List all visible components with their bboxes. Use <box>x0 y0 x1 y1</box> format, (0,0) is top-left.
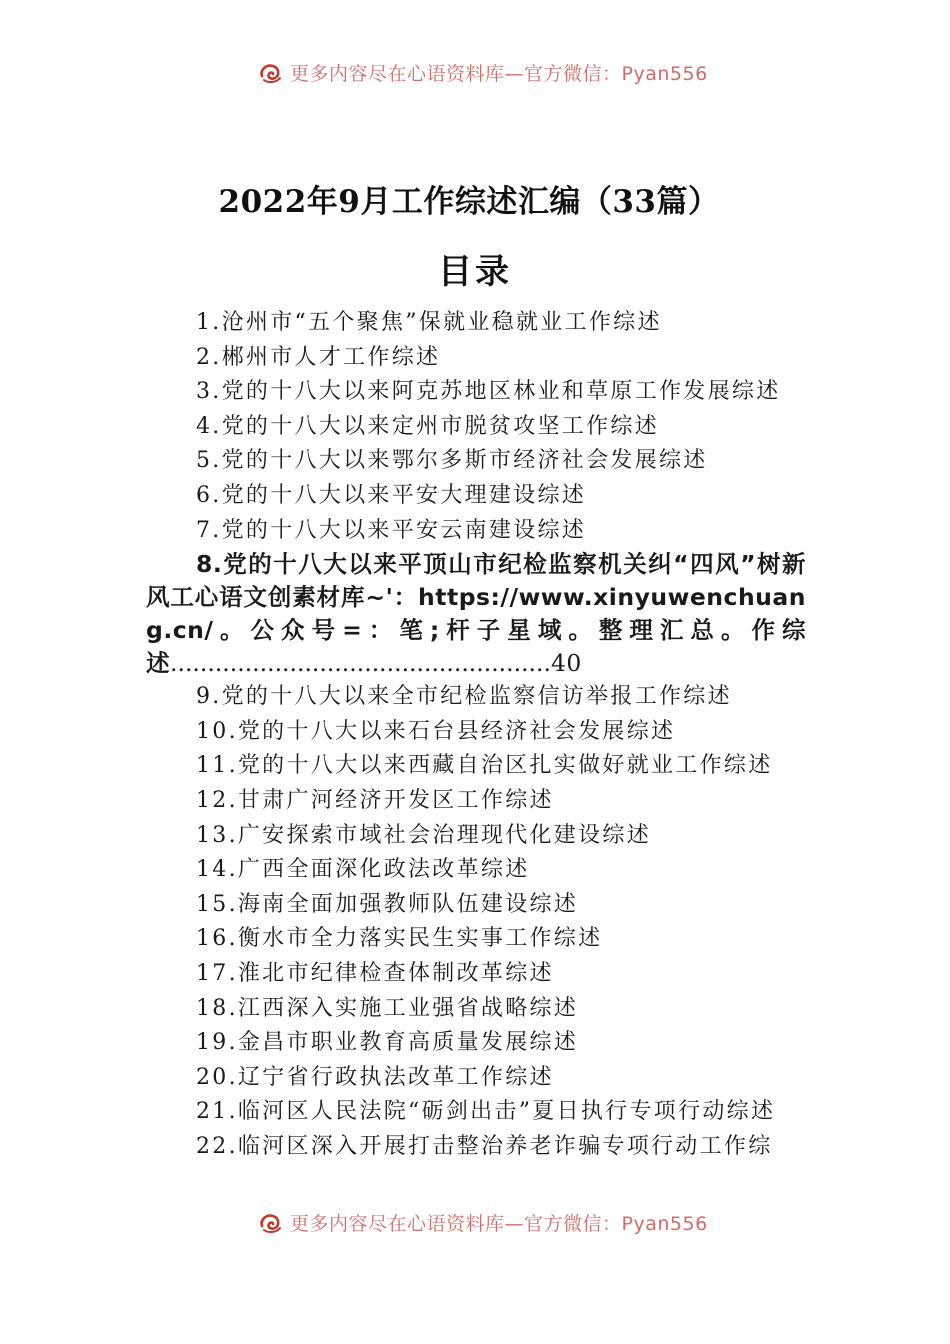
watermark-footer <box>0 1205 950 1235</box>
toc-item[interactable]: 15.海南全面加强教师队伍建设综述 <box>196 891 579 917</box>
toc-item[interactable]: 4.党的十八大以来定州市脱贫攻坚工作综述 <box>196 413 659 439</box>
toc-page-number: 40 <box>550 649 582 678</box>
toc-leader-dots: ................................................... <box>170 649 551 678</box>
toc-item-with-page[interactable] <box>146 548 806 680</box>
toc-item[interactable]: 11.党的十八大以来西藏自治区扎实做好就业工作综述 <box>196 753 773 779</box>
watermark-header <box>0 55 950 85</box>
toc-item[interactable]: 16.衡水市全力落实民生实事工作综述 <box>196 926 603 952</box>
toc-item[interactable]: 22.临河区深入开展打击整治养老诈骗专项行动工作综 <box>196 1133 773 1159</box>
toc-item[interactable]: 19.金昌市职业教育高质量发展综述 <box>196 1030 579 1056</box>
toc-item[interactable]: 1.沧州市“五个聚焦”保就业稳就业工作综述 <box>196 310 662 335</box>
toc-item[interactable]: 17.淮北市纪律检查体制改革综述 <box>196 960 554 986</box>
toc-item[interactable]: 14.广西全面深化政法改革综述 <box>196 857 530 883</box>
toc-item[interactable]: 9.党的十八大以来全市纪检监察信访举报工作综述 <box>196 684 732 710</box>
spiral-logo-icon <box>258 62 284 84</box>
spiral-logo-icon <box>258 1212 284 1234</box>
table-of-contents <box>146 306 806 1164</box>
toc-item[interactable]: 18.江西深入实施工业强省战略综述 <box>196 995 579 1021</box>
watermark-text: 更多内容尽在心语资料库—官方微信：Pyan556 <box>290 63 708 85</box>
toc-item[interactable]: 10.党的十八大以来石台县经济社会发展综述 <box>196 718 676 744</box>
toc-item[interactable]: 13.广安探索市域社会治理现代化建设综述 <box>196 822 651 848</box>
toc-item[interactable]: 12.甘肃广河经济开发区工作综述 <box>196 787 554 813</box>
toc-item-text: 8.党的十八大以来平顶山市纪检监察机关纠“四风”树新风工心语文创素材库~'：https://www.xinyuwenchuang.cn/。公众号=：笔;杆子星域。整理汇总。作综述 <box>146 550 806 678</box>
toc-item[interactable]: 21.临河区人民法院“砺剑出击”夏日执行专项行动综述 <box>196 1099 776 1125</box>
toc-item[interactable]: 7.党的十八大以来平安云南建设综述 <box>196 517 587 543</box>
watermark-text: 更多内容尽在心语资料库—官方微信：Pyan556 <box>290 1213 708 1235</box>
toc-item[interactable]: 3.党的十八大以来阿克苏地区林业和草原工作发展综述 <box>196 379 781 405</box>
document-title: 2022年9月工作综述汇编（33篇） <box>218 184 720 220</box>
toc-item[interactable]: 6.党的十八大以来平安大理建设综述 <box>196 482 587 508</box>
toc-heading: 目录 <box>438 252 512 292</box>
toc-item[interactable]: 20.辽宁省行政执法改革工作综述 <box>196 1064 554 1090</box>
toc-item[interactable]: 2.郴州市人才工作综述 <box>196 344 441 370</box>
toc-item[interactable]: 5.党的十八大以来鄂尔多斯市经济社会发展综述 <box>196 448 708 474</box>
